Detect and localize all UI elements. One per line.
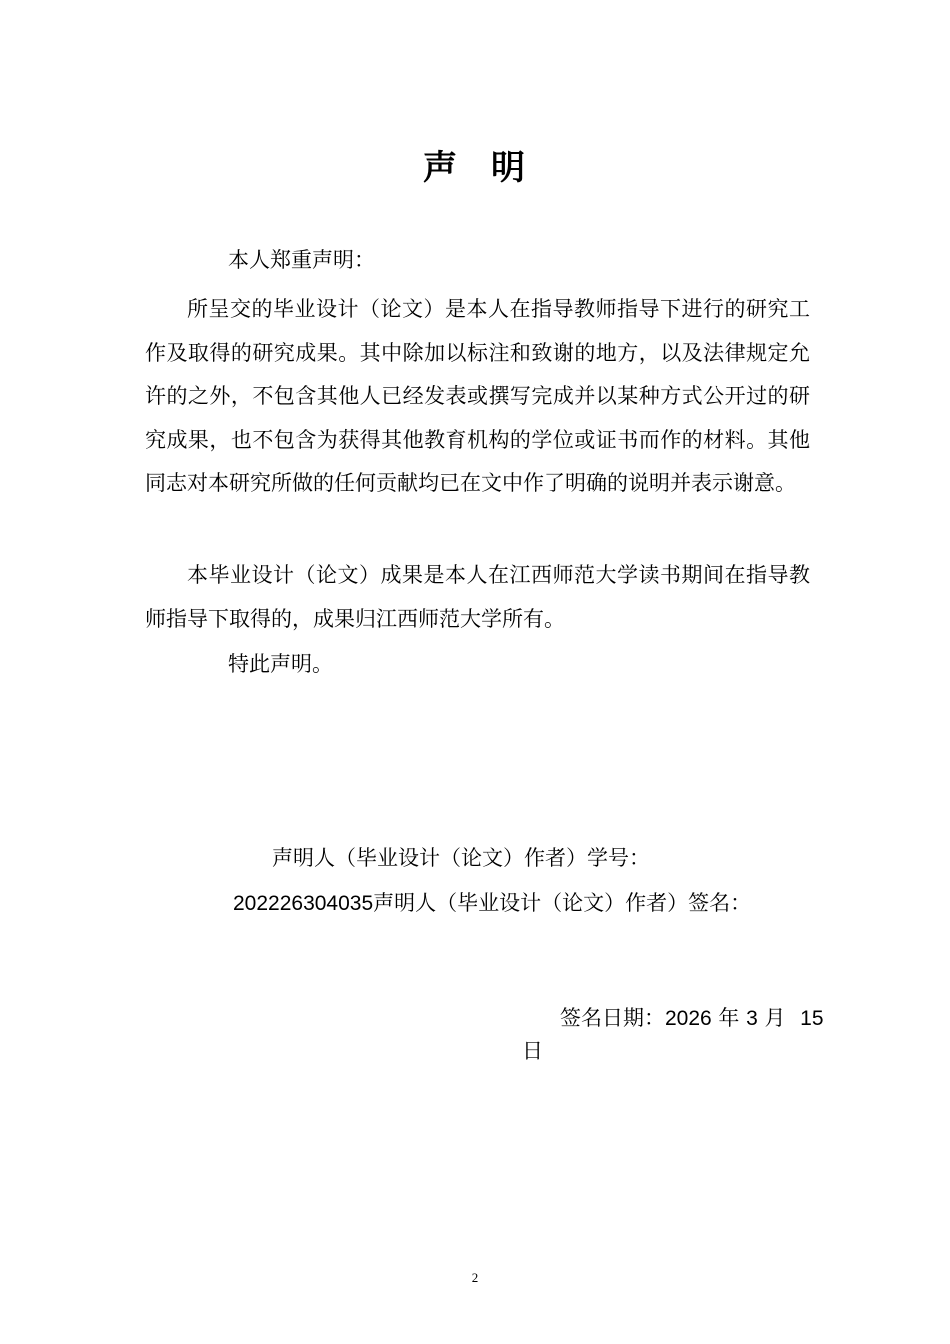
opening-line: 本人郑重声明： bbox=[228, 248, 375, 272]
page-title bbox=[0, 140, 950, 189]
title-char-1: 声 bbox=[423, 148, 459, 188]
student-id-label: 声明人（毕业设计（论文）作者）学号： bbox=[272, 846, 650, 870]
date-year-unit: 年 bbox=[718, 1006, 740, 1030]
title-char-2: 明 bbox=[491, 148, 527, 188]
signature-line bbox=[233, 893, 751, 914]
declaration-paragraph-2: 本毕业设计（论文）成果是本人在江西师范大学读书期间在指导教师指导下取得的，成果归江西师范大学所有。 bbox=[145, 563, 810, 631]
signature-date-line bbox=[560, 1008, 824, 1029]
date-year: 2026 bbox=[665, 1007, 712, 1030]
date-month-unit: 月 bbox=[764, 1006, 786, 1030]
signature-label: 声明人（毕业设计（论文）作者）签名： bbox=[373, 891, 752, 915]
date-label: 签名日期： bbox=[560, 1006, 665, 1030]
date-day-unit: 日 bbox=[522, 1039, 543, 1063]
declaration-paragraph-1: 所呈交的毕业设计（论文）是本人在指导教师指导下进行的研究工作及取得的研究成果。其中除加以标注和致谢的地方，以及法律规定允许的之外，不包含其他人已经发表或撰写完成并以某种方式公开过的研究成果，也不包含为获得其他教育机构的学位或证书而作的材料。其他同志对本研究所做的任何贡献均已在文中作了明确的说明并表示谢意。 bbox=[145, 297, 810, 495]
date-month: 3 bbox=[746, 1007, 758, 1030]
page-number: 2 bbox=[471, 1270, 479, 1285]
date-day: 15 bbox=[800, 1007, 824, 1030]
closing-line: 特此声明。 bbox=[228, 652, 333, 676]
student-id-value: 202226304035 bbox=[233, 892, 374, 915]
